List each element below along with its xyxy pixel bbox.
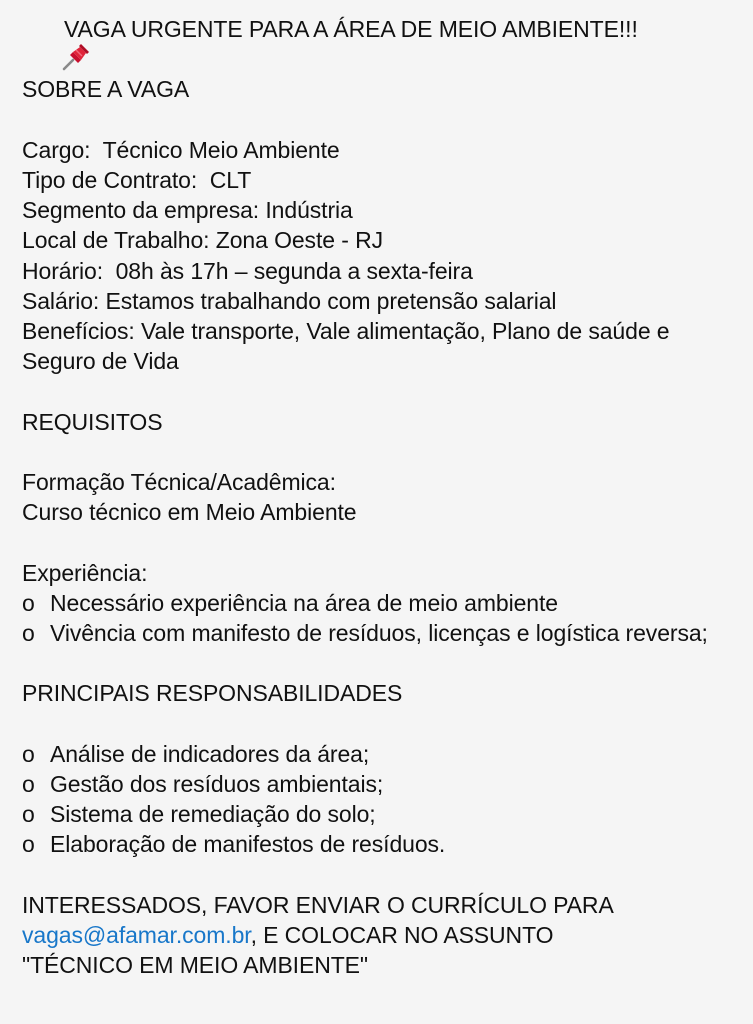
list-item-text: Sistema de remediação do solo;	[50, 801, 376, 828]
education-value: Curso técnico em Meio Ambiente	[22, 499, 357, 526]
field-segment	[22, 195, 737, 225]
field-value: Indústria	[265, 197, 353, 224]
email-link[interactable]: vagas@afamar.com.br	[22, 921, 251, 948]
field-label: Horário:	[22, 257, 104, 284]
list-item-text: Análise de indicadores da área;	[50, 740, 370, 767]
field-label: Tipo de Contrato:	[22, 166, 198, 193]
contact-text-before: INTERESSADOS, FAVOR ENVIAR O CURRÍCULO PARA	[22, 891, 614, 918]
pushpin-icon	[22, 11, 54, 41]
field-value: Técnico Meio Ambiente	[102, 136, 340, 163]
list-item	[22, 799, 737, 829]
list-item	[22, 829, 737, 859]
contact-line	[22, 920, 737, 950]
bullet: o	[22, 589, 35, 616]
field-value: Estamos trabalhando com pretensão salarial	[105, 287, 557, 314]
field-benefits	[22, 316, 737, 376]
list-item	[22, 769, 737, 799]
posting-title-text: VAGA URGENTE PARA A ÁREA DE MEIO AMBIENTE!!!	[64, 16, 638, 42]
field-location	[22, 225, 737, 255]
field-cargo	[22, 135, 737, 165]
experience-label: Experiência:	[22, 559, 148, 586]
field-label: Local de Trabalho:	[22, 227, 210, 254]
list-item-text: Necessário experiência na área de meio ambiente	[50, 589, 558, 616]
job-posting	[22, 14, 737, 980]
bullet: o	[22, 619, 35, 646]
field-label: Cargo:	[22, 136, 91, 163]
field-schedule	[22, 256, 737, 286]
field-value: Zona Oeste - RJ	[215, 227, 383, 254]
field-value: Vale transporte, Vale alimentação, Plano de saúde e Seguro de Vida	[22, 318, 670, 375]
requirements-heading: REQUISITOS	[22, 408, 163, 435]
education-label: Formação Técnica/Acadêmica:	[22, 468, 336, 495]
bullet: o	[22, 831, 35, 858]
list-item	[22, 739, 737, 769]
list-item-text: Elaboração de manifestos de resíduos.	[50, 831, 446, 858]
field-label: Salário:	[22, 287, 100, 314]
field-label: Segmento da empresa:	[22, 197, 260, 224]
about-heading: SOBRE A VAGA	[22, 76, 190, 103]
list-item-text: Vivência com manifesto de resíduos, licenças e logística reversa;	[50, 619, 708, 646]
field-label: Benefícios:	[22, 318, 135, 344]
bullet: o	[22, 801, 35, 828]
bullet: o	[22, 770, 35, 797]
posting-title	[22, 14, 737, 44]
field-value: CLT	[209, 166, 252, 193]
list-item-text: Gestão dos resíduos ambientais;	[50, 770, 384, 797]
field-salary	[22, 286, 737, 316]
field-contract-type	[22, 165, 737, 195]
field-value: 08h às 17h – segunda a sexta-feira	[115, 257, 473, 284]
list-item	[22, 618, 737, 648]
bullet: o	[22, 740, 35, 767]
contact-subject: "TÉCNICO EM MEIO AMBIENTE"	[22, 952, 368, 979]
responsibilities-heading: PRINCIPAIS RESPONSABILIDADES	[22, 680, 403, 707]
contact-text-after: , E COLOCAR NO ASSUNTO	[250, 921, 554, 948]
list-item	[22, 588, 737, 618]
